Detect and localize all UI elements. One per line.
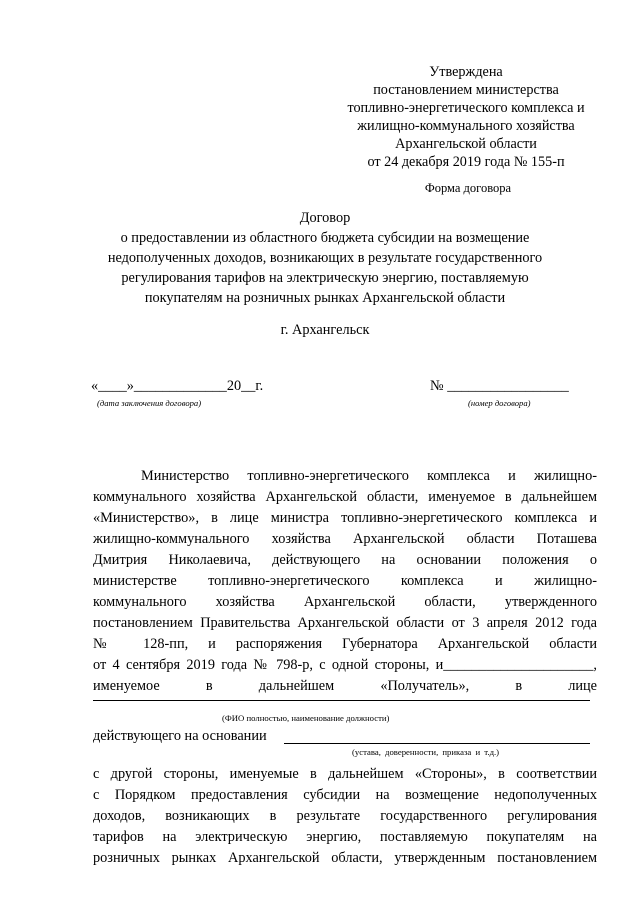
body-line: министерстве топливно-энергетического комплекса и жилищно- [93,573,597,589]
basis-underline [284,743,590,744]
body-line: доходов, возникающих в результате государственного регулирования [93,808,597,824]
title-line: недополученных доходов, возникающих в результате государственного [107,250,543,266]
approval-line: топливно-энергетического комплекса и [347,100,585,116]
body-line: с другой стороны, именуемые в дальнейшем «Стороны», в соответствии [93,766,597,782]
body-line: № 128-пп, и распоряжения Губернатора Архангельской области [93,636,597,652]
form-label: Форма договора [424,181,512,195]
body-line: Дмитрия Николаевича, действующего на основании положения о [93,552,597,568]
approval-line: жилищно-коммунального хозяйства [357,118,575,134]
body-line: коммунального хозяйства Архангельской области, утвержденного [93,594,597,610]
basis-label: действующего на основании [93,728,267,744]
title-line: регулирования тарифов на электрическую энергию, поставляемую [121,270,529,286]
city: г. Архангельск [280,322,370,338]
body-line: именуемое в дальнейшем «Получатель», в лице [93,678,597,694]
fio-caption: (ФИО полностью, наименование должности) [222,713,390,723]
body-line: Министерство топливно-энергетического комплекса и жилищно- [141,468,597,484]
approval-stamp [330,63,602,171]
body-line: тарифов на электрическую энергию, поставляемую покупателям на [93,829,597,845]
body-line: коммунального хозяйства Архангельской области, именуемое в дальнейшем [93,489,597,505]
contract-number-caption: (номер договора) [468,398,531,408]
body-line: с Порядком предоставления субсидии на возмещение недополученных [93,787,597,803]
contract-date-caption: (дата заключения договора) [97,398,202,408]
body-line: жилищно-коммунального хозяйства Архангельской области Поташева [93,531,597,547]
body-line: от 4 сентября 2019 года № 798-р, с одной стороны, и_____________________, [93,657,597,673]
approval-line: Архангельской области [395,136,537,152]
title-line: о предоставлении из областного бюджета субсидии на возмещение [120,230,530,246]
approval-line: Утверждена [429,64,503,80]
body-paragraph [93,466,597,697]
basis-caption: (устава, доверенности, приказа и т.д.) [352,747,500,757]
body-line: «Министерство», в лице министра топливно-энергетического комплекса и [93,510,597,526]
body-line: постановлением Правительства Архангельской области от 3 апреля 2012 года [93,615,597,631]
document-title [60,208,590,308]
title-line: покупателям на розничных рынках Архангельской области [144,290,506,306]
contract-number-field: № _________________ [430,378,569,394]
approval-line: постановлением министерства [373,82,559,98]
approval-line: от 24 декабря 2019 года № 155-п [367,154,565,170]
body-line: розничных рынках Архангельской области, утвержденным постановлением [93,850,597,866]
contract-date-field: «____»_____________20__г. [91,378,264,394]
title-line: Договор [299,210,351,226]
fio-underline [93,700,590,701]
continuation-paragraph [93,764,597,869]
